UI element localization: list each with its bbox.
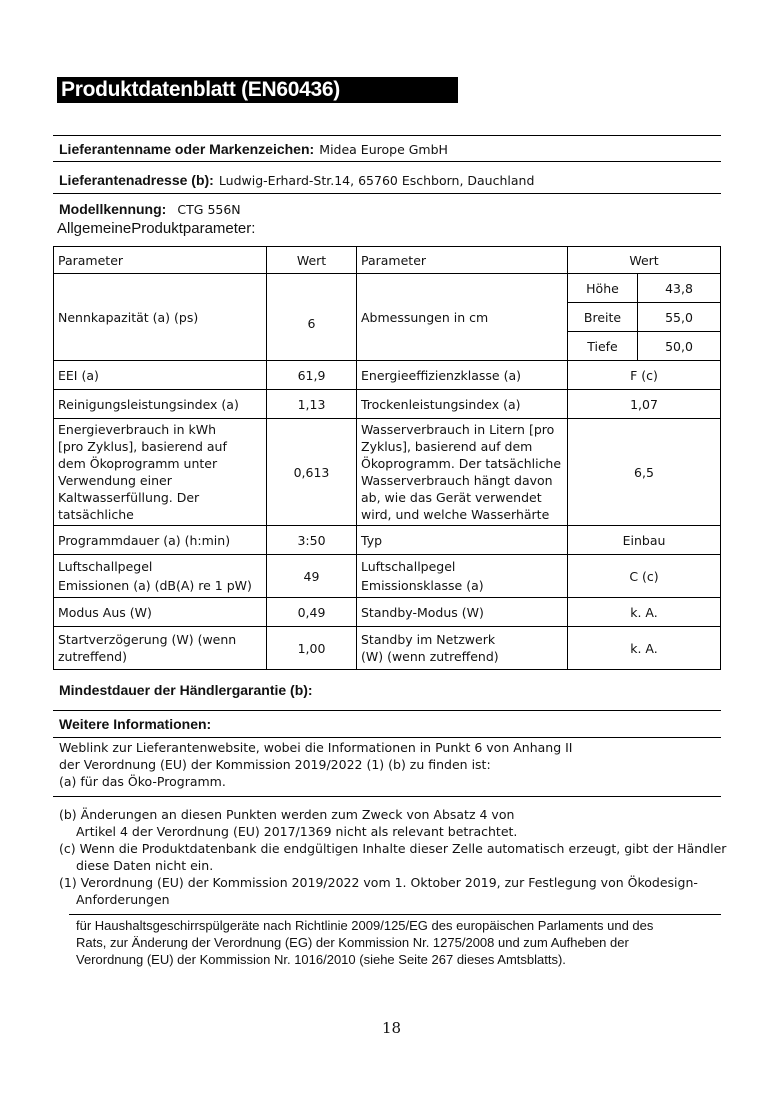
table-row bbox=[54, 419, 721, 526]
type-value: Einbau bbox=[568, 526, 721, 555]
weblink-text bbox=[59, 739, 572, 790]
table-row bbox=[54, 274, 721, 303]
height-value: 43,8 bbox=[638, 274, 721, 303]
directive-line: Rats, zur Änderung der Verordnung (EG) der Kommission Nr. 1275/2008 und zum Aufheben der bbox=[76, 935, 629, 950]
divider bbox=[53, 161, 721, 162]
water-consumption-line: Zyklus], basierend auf dem bbox=[361, 439, 533, 454]
table-row bbox=[54, 555, 721, 598]
footnote-1: (1) Verordnung (EU) der Kommission 2019/2022 vom 1. Oktober 2019, zur Festlegung von Ökodesign- bbox=[59, 875, 698, 890]
parameter-table bbox=[53, 246, 721, 670]
noise-class-label bbox=[357, 555, 568, 598]
footnotes bbox=[59, 806, 726, 908]
supplier-address-label: Lieferantenadresse (b): bbox=[59, 172, 214, 188]
drying-index-label: Trockenleistungsindex (a) bbox=[357, 390, 568, 419]
network-standby-line: Standby im Netzwerk bbox=[361, 632, 496, 647]
table-header-row bbox=[54, 247, 721, 274]
delay-start-label bbox=[54, 627, 267, 670]
directive-text bbox=[76, 917, 653, 968]
header-value-2: Wert bbox=[568, 247, 721, 274]
height-label: Höhe bbox=[568, 274, 638, 303]
standby-label: Standby-Modus (W) bbox=[357, 598, 568, 627]
footnote-c-cont: diese Daten nicht ein. bbox=[76, 858, 214, 873]
energy-consumption-line: dem Ökoprogramm unter bbox=[58, 456, 218, 471]
eei-value: 61,9 bbox=[267, 361, 357, 390]
divider bbox=[53, 193, 721, 194]
duration-value: 3:50 bbox=[267, 526, 357, 555]
water-consumption-label bbox=[357, 419, 568, 526]
water-consumption-line: Wasserverbrauch in Litern [pro bbox=[361, 422, 555, 437]
table-row bbox=[54, 598, 721, 627]
warranty-label: Mindestdauer der Händlergarantie (b): bbox=[59, 682, 313, 698]
page-number: 18 bbox=[382, 1019, 402, 1037]
cleaning-index-value: 1,13 bbox=[267, 390, 357, 419]
energy-consumption-line: Energieverbrauch in kWh bbox=[58, 422, 217, 437]
header-parameter: Parameter bbox=[54, 247, 267, 274]
table-row bbox=[54, 361, 721, 390]
noise-emission-line: Emissionen (a) (dB(A) re 1 pW) bbox=[58, 578, 252, 593]
off-mode-value: 0,49 bbox=[267, 598, 357, 627]
table-row bbox=[54, 526, 721, 555]
footnote-c: (c) Wenn die Produktdatenbank die endgültigen Inhalte dieser Zelle automatisch erzeugt, gibt der Händler bbox=[59, 841, 727, 856]
footnote-b: (b) Änderungen an diesen Punkten werden zum Zweck von Absatz 4 von bbox=[59, 807, 515, 822]
table-row bbox=[54, 627, 721, 670]
energy-consumption-line: tatsächliche bbox=[58, 507, 134, 522]
dimensions-label: Abmessungen in cm bbox=[357, 274, 568, 361]
off-mode-label: Modus Aus (W) bbox=[54, 598, 267, 627]
energy-class-label: Energieeffizienzklasse (a) bbox=[357, 361, 568, 390]
drying-index-value: 1,07 bbox=[568, 390, 721, 419]
energy-consumption-line: Verwendung einer bbox=[58, 473, 172, 488]
footnote-b-cont: Artikel 4 der Verordnung (EU) 2017/1369 nicht als relevant betrachtet. bbox=[76, 824, 518, 839]
capacity-value: 6 bbox=[267, 274, 357, 361]
header-value: Wert bbox=[267, 247, 357, 274]
water-consumption-value: 6,5 bbox=[568, 419, 721, 526]
divider bbox=[69, 914, 721, 915]
width-label: Breite bbox=[568, 303, 638, 332]
noise-class-line: Luftschallpegel bbox=[361, 559, 456, 574]
divider bbox=[53, 710, 721, 711]
page-title: Produktdatenblatt (EN60436) bbox=[57, 77, 458, 103]
capacity-label: Nennkapazität (a) (ps) bbox=[54, 274, 267, 361]
table-row bbox=[54, 390, 721, 419]
directive-line: für Haushaltsgeschirrspülgeräte nach Richtlinie 2009/125/EG des europäischen Parlaments und des bbox=[76, 918, 654, 933]
supplier-name-label: Lieferantenname oder Markenzeichen: bbox=[59, 141, 315, 157]
supplier-address-value: Ludwig-Erhard-Str.14, 65760 Eschborn, Dauchland bbox=[218, 173, 535, 188]
network-standby-line: (W) (wenn zutreffend) bbox=[361, 649, 499, 664]
energy-class-value: F (c) bbox=[568, 361, 721, 390]
energy-consumption-label bbox=[54, 419, 267, 526]
weblink-line: Weblink zur Lieferantenwebsite, wobei die Informationen in Punkt 6 von Anhang II bbox=[59, 740, 573, 755]
supplier-name-value: Midea Europe GmbH bbox=[319, 142, 448, 157]
water-consumption-line: ab, wie das Gerät verwendet bbox=[361, 490, 542, 505]
header-parameter-2: Parameter bbox=[357, 247, 568, 274]
model-value: CTG 556N bbox=[177, 202, 241, 217]
depth-label: Tiefe bbox=[568, 332, 638, 361]
eei-label: EEI (a) bbox=[54, 361, 267, 390]
divider bbox=[53, 737, 721, 738]
directive-line: Verordnung (EU) der Kommission Nr. 1016/2010 (siehe Seite 267 dieses Amtsblatts). bbox=[76, 952, 566, 967]
divider bbox=[53, 796, 721, 797]
delay-start-line: zutreffend) bbox=[58, 649, 127, 664]
noise-emission-value: 49 bbox=[267, 555, 357, 598]
energy-consumption-line: Kaltwasserfüllung. Der bbox=[58, 490, 200, 505]
footnote-a: (a) für das Öko-Programm. bbox=[59, 774, 226, 789]
noise-class-line: Emissionsklasse (a) bbox=[361, 578, 484, 593]
standby-value: k. A. bbox=[568, 598, 721, 627]
further-info-label: Weitere Informationen: bbox=[59, 716, 212, 732]
footnote-1-cont: Anforderungen bbox=[76, 892, 170, 907]
network-standby-value: k. A. bbox=[568, 627, 721, 670]
noise-class-value: C (c) bbox=[568, 555, 721, 598]
depth-value: 50,0 bbox=[638, 332, 721, 361]
model-row bbox=[59, 199, 241, 218]
duration-label: Programmdauer (a) (h:min) bbox=[54, 526, 267, 555]
water-consumption-line: wird, und welche Wasserhärte bbox=[361, 507, 550, 522]
type-label: Typ bbox=[357, 526, 568, 555]
noise-emission-line: Luftschallpegel bbox=[58, 559, 153, 574]
network-standby-label bbox=[357, 627, 568, 670]
divider bbox=[53, 135, 721, 136]
water-consumption-line: Ökoprogramm. Der tatsächliche bbox=[361, 456, 562, 471]
model-label: Modellkennung: bbox=[59, 201, 167, 217]
delay-start-line: Startverzögerung (W) (wenn bbox=[58, 632, 237, 647]
weblink-line: der Verordnung (EU) der Kommission 2019/2022 (1) (b) zu finden ist: bbox=[59, 757, 491, 772]
water-consumption-line: Wasserverbrauch hängt davon bbox=[361, 473, 553, 488]
energy-consumption-value: 0,613 bbox=[267, 419, 357, 526]
width-value: 55,0 bbox=[638, 303, 721, 332]
general-parameters-heading: AllgemeineProduktparameter: bbox=[57, 220, 256, 237]
cleaning-index-label: Reinigungsleistungsindex (a) bbox=[54, 390, 267, 419]
supplier-name-row bbox=[59, 139, 448, 158]
supplier-address-row bbox=[59, 170, 534, 189]
delay-start-value: 1,00 bbox=[267, 627, 357, 670]
noise-emission-label bbox=[54, 555, 267, 598]
energy-consumption-line: [pro Zyklus], basierend auf bbox=[58, 439, 227, 454]
